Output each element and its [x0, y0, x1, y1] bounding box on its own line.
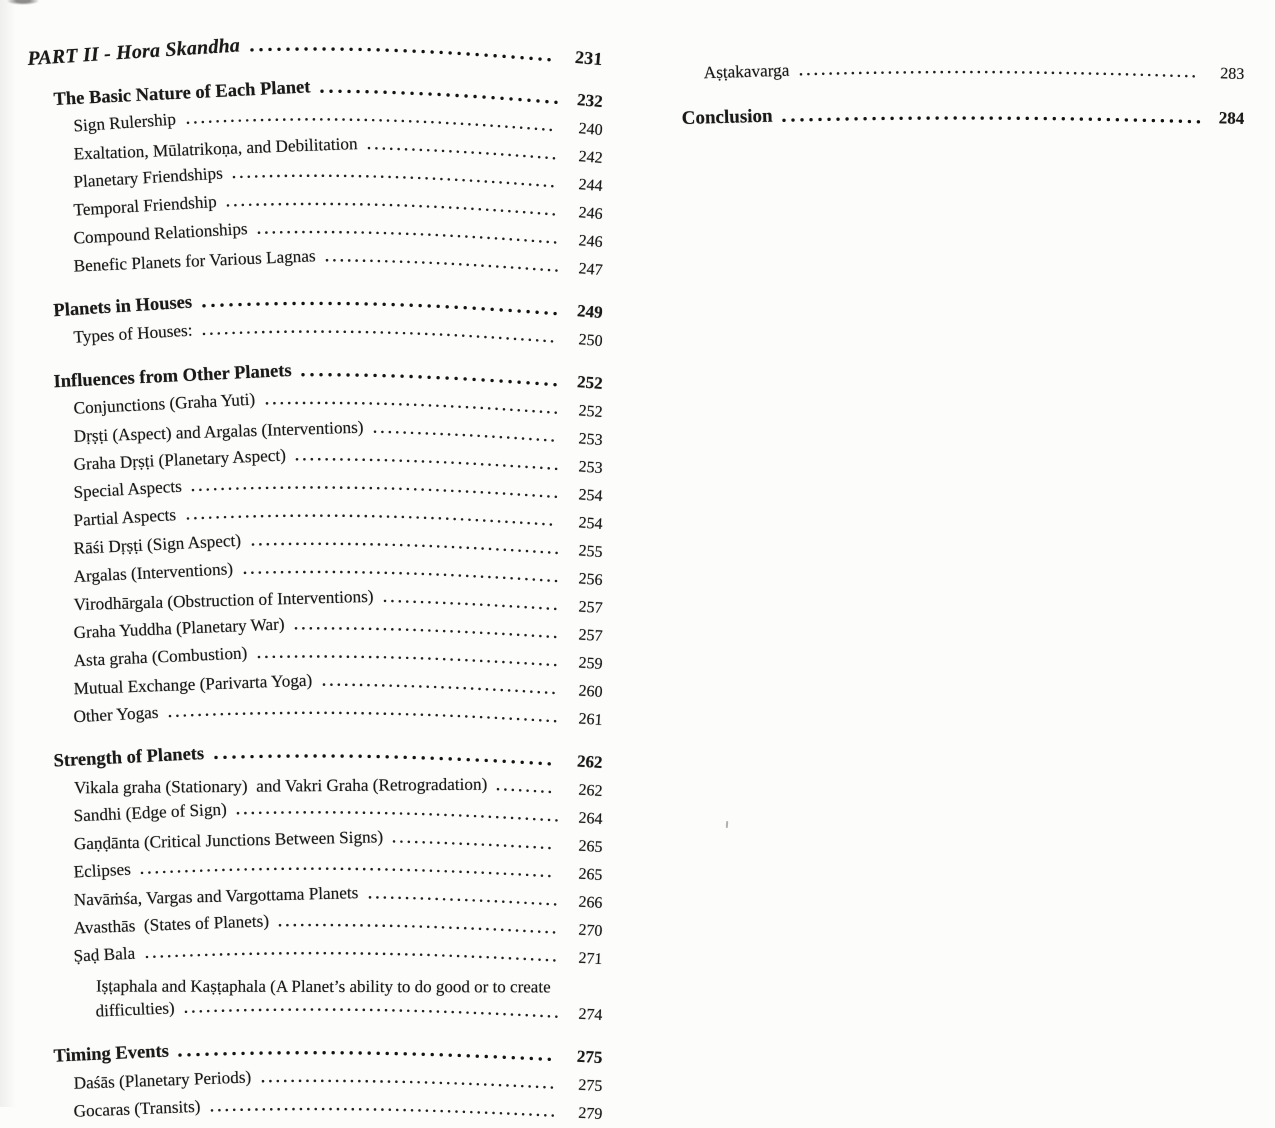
- toc-entry-label: Sign Rulership: [72, 109, 177, 136]
- dot-leader-dots: [293, 448, 561, 478]
- toc-entry-label: Conclusion: [681, 105, 773, 129]
- toc-entry-page-number: 246: [577, 204, 604, 224]
- toc-entry-page-number: 252: [577, 402, 604, 422]
- toc-entry-page-number: 274: [577, 1005, 603, 1025]
- toc-entry-label: Vikala graha (Stationary) and Vakri Graha (Retrogradation): [73, 774, 488, 798]
- dot-leader-dots: [494, 771, 561, 801]
- toc-entry-page-number: 249: [576, 301, 604, 323]
- toc-entry-page-number: 270: [577, 921, 603, 940]
- toc-entry-page-number: 256: [577, 570, 604, 589]
- dot-leader: [365, 160, 561, 163]
- toc-entry-label: Mutual Exchange (Parivarta Yoga): [73, 670, 313, 699]
- toc-entry-label: Dṛṣṭi (Aspect) and Argalas (Interventions): [73, 417, 364, 446]
- dot-leader: [318, 104, 561, 107]
- toc-entry-page-number: 247: [577, 260, 604, 280]
- toc-entry-page-number: 250: [577, 331, 604, 351]
- toc-entry-page-number: 254: [577, 486, 604, 506]
- toc-entry-label: Graha Yuddha (Planetary War): [73, 614, 285, 643]
- dot-leader-dots: [234, 799, 561, 829]
- toc-entry-page-number: 265: [577, 865, 603, 885]
- toc-entry-page-number: 261: [577, 710, 603, 729]
- toc-right-page: [682, 60, 1244, 134]
- dot-leader-dots: [182, 995, 561, 1025]
- dot-leader-dots: [249, 532, 561, 562]
- toc-entry-page-number: 257: [577, 626, 604, 646]
- toc-entry-label: Iṣṭaphala and Kaṣṭaphala (A Planet’s ability to do good or to create: [95, 976, 551, 997]
- toc-entry-label: Temporal Friendship: [72, 191, 218, 220]
- toc-entry-page-number: 265: [577, 837, 603, 857]
- dot-leader: [234, 821, 561, 824]
- toc-entry-page-number: 259: [577, 654, 604, 674]
- dot-leader: [249, 554, 561, 557]
- toc-entry-page-number: 275: [576, 1046, 603, 1068]
- toc-entry-page-number: 262: [577, 781, 603, 801]
- dot-leader: [292, 638, 561, 641]
- toc-entry-label: difficulties): [95, 998, 175, 1021]
- toc-entry: [704, 60, 1244, 88]
- dot-leader: [494, 793, 561, 796]
- toc-entry: [73, 246, 604, 284]
- toc-entry-page-number: 244: [577, 176, 604, 195]
- toc-entry-label: Partial Aspects: [72, 505, 177, 530]
- toc-entry-label: Navāṁśa, Vargas and Vargottama Planets: [73, 883, 359, 910]
- toc-entry-page-number: 262: [576, 751, 604, 772]
- dot-leader: [366, 905, 561, 908]
- toc-entry-label: Timing Events: [53, 1041, 170, 1067]
- toc-entry-page-number: 252: [576, 372, 604, 393]
- dot-leader: [259, 1088, 561, 1091]
- dot-leader-dots: [212, 743, 561, 773]
- toc-entry-label: Daśās (Planetary Periods): [73, 1067, 252, 1093]
- toc-entry-page-number: 264: [577, 809, 603, 829]
- toc-entry-label: PART II - Hora Skandha: [26, 34, 241, 70]
- dot-leader: [143, 961, 561, 964]
- toc-entry-page-number: 232: [576, 90, 604, 112]
- dot-leader: [381, 610, 561, 613]
- dot-leader-dots: [230, 166, 561, 196]
- toc-entry-page-number: 231: [574, 46, 604, 70]
- dot-leader: [780, 121, 1203, 124]
- scan-speck-artifact: [726, 821, 728, 828]
- dot-leader: [230, 188, 561, 191]
- toc-entry-label: Gaṇḍānta (Critical Junctions Between Signs): [73, 827, 384, 854]
- toc-entry-page-number: 254: [577, 514, 604, 534]
- toc-entry-label: Argalas (Interventions): [73, 559, 234, 587]
- toc-entry-label: The Basic Nature of Each Planet: [53, 77, 311, 110]
- toc-entry-page-number: 284: [1218, 108, 1245, 128]
- toc-entry-label: Influences from Other Planets: [53, 360, 293, 393]
- toc-entry-page-number: 242: [577, 148, 604, 168]
- dot-leader-dots: [323, 250, 561, 280]
- dot-leader: [371, 442, 561, 445]
- dot-leader: [212, 765, 561, 768]
- dot-leader-dots: [381, 588, 561, 618]
- dot-leader-dots: [292, 616, 561, 646]
- dot-leader: [323, 272, 561, 275]
- toc-entry: [73, 702, 603, 734]
- toc-entry-label: Aṣṭakavarga: [703, 60, 790, 83]
- scan-smudge-artifact: [7, 0, 39, 5]
- dot-leader-dots: [299, 364, 561, 394]
- dot-leader: [176, 1060, 561, 1063]
- toc-entry-label: Exaltation, Mūlatrikoṇa, and Debilitation: [73, 134, 358, 164]
- toc-entry: [73, 1096, 603, 1128]
- toc-entry: [72, 320, 604, 355]
- toc-entry-label: Gocaras (Transits): [73, 1096, 201, 1121]
- toc-entry: [682, 104, 1244, 134]
- dot-leader: [200, 315, 561, 318]
- dot-leader: [320, 694, 561, 697]
- dot-leader-dots: [797, 54, 1203, 84]
- dot-leader-dots: [371, 420, 561, 450]
- toc-entry-label: Special Aspects: [72, 476, 183, 502]
- dot-leader: [276, 933, 561, 936]
- dot-leader: [224, 216, 561, 219]
- toc-entry-page-number: 275: [577, 1076, 603, 1095]
- dot-leader-dots: [224, 194, 561, 224]
- toc-entry-page-number: 260: [577, 682, 603, 702]
- dot-leader: [200, 343, 561, 346]
- toc-entry: [26, 34, 604, 73]
- dot-leader-dots: [320, 672, 561, 702]
- toc-entry-page-number: 253: [577, 458, 604, 478]
- toc-entry-page-number: 240: [577, 120, 604, 140]
- toc-entry: [95, 998, 603, 1029]
- toc-entry-label: Avasthās (States of Planets): [73, 911, 270, 938]
- dot-leader: [182, 1017, 561, 1020]
- toc-entry-label: Virodhārgala (Obstruction of Interventions): [73, 586, 374, 615]
- dot-leader: [208, 1116, 561, 1119]
- toc-entry-label: Other Yogas: [73, 702, 159, 727]
- toc-entry-page-number: 283: [1219, 65, 1245, 83]
- dot-leader-dots: [366, 883, 561, 913]
- dot-leader: [390, 849, 561, 852]
- toc-entry-page-number: 257: [577, 598, 604, 618]
- dot-leader-dots: [143, 939, 561, 969]
- dot-leader-dots: [390, 827, 561, 857]
- toc-entry-label: Benefic Planets for Various Lagnas: [73, 246, 316, 276]
- toc-entry-label: Types of Houses:: [72, 320, 193, 347]
- toc-entry-label: Asta graha (Combustion): [73, 643, 248, 671]
- dot-leader-dots: [200, 293, 561, 323]
- dot-leader-dots: [248, 40, 561, 70]
- toc-entry-label: Planets in Houses: [52, 292, 193, 322]
- dot-leader: [189, 498, 561, 501]
- dot-leader: [797, 76, 1203, 79]
- dot-leader: [166, 722, 561, 725]
- dot-leader: [293, 470, 561, 473]
- toc-entry-label: Eclipses: [73, 859, 132, 882]
- dot-leader: [299, 386, 561, 389]
- dot-leader-dots: [780, 99, 1203, 129]
- toc-entry-page-number: 266: [577, 893, 603, 912]
- toc-left-page: [26, 34, 604, 1128]
- dot-leader-dots: [166, 700, 561, 730]
- dot-leader: [248, 62, 561, 65]
- toc-entry-page-number: 255: [577, 542, 604, 561]
- toc-entry-page-number: 271: [577, 949, 603, 969]
- dot-leader-dots: [365, 138, 561, 168]
- dot-leader-dots: [200, 321, 561, 351]
- dot-leader-dots: [259, 1066, 561, 1096]
- toc-entry-page-number: 253: [577, 430, 604, 450]
- toc-entry-label: Graha Dṛṣṭi (Planetary Aspect): [73, 445, 287, 474]
- toc-entry: [74, 945, 602, 973]
- toc-entry-label: Conjunctions (Graha Yuti): [73, 389, 256, 418]
- toc-entry-label: Compound Relationships: [73, 219, 249, 248]
- toc-entry-page-number: 279: [577, 1104, 603, 1123]
- toc-entry-label: Ṣaḍ Bala: [73, 943, 136, 966]
- dot-leader-dots: [189, 476, 561, 506]
- toc-entry-label: Sandhi (Edge of Sign): [73, 799, 228, 826]
- toc-entry-label: Strength of Planets: [53, 743, 205, 772]
- toc-entry-label: Planetary Friendships: [72, 163, 224, 192]
- dot-leader-dots: [318, 82, 561, 112]
- toc-entry-label: Rāśi Dṛṣṭi (Sign Aspect): [73, 530, 242, 558]
- dot-leader-dots: [208, 1094, 561, 1124]
- scan-edge-shadow: [0, 0, 16, 1107]
- dot-leader-dots: [276, 911, 561, 941]
- toc-entry-page-number: 246: [577, 232, 604, 252]
